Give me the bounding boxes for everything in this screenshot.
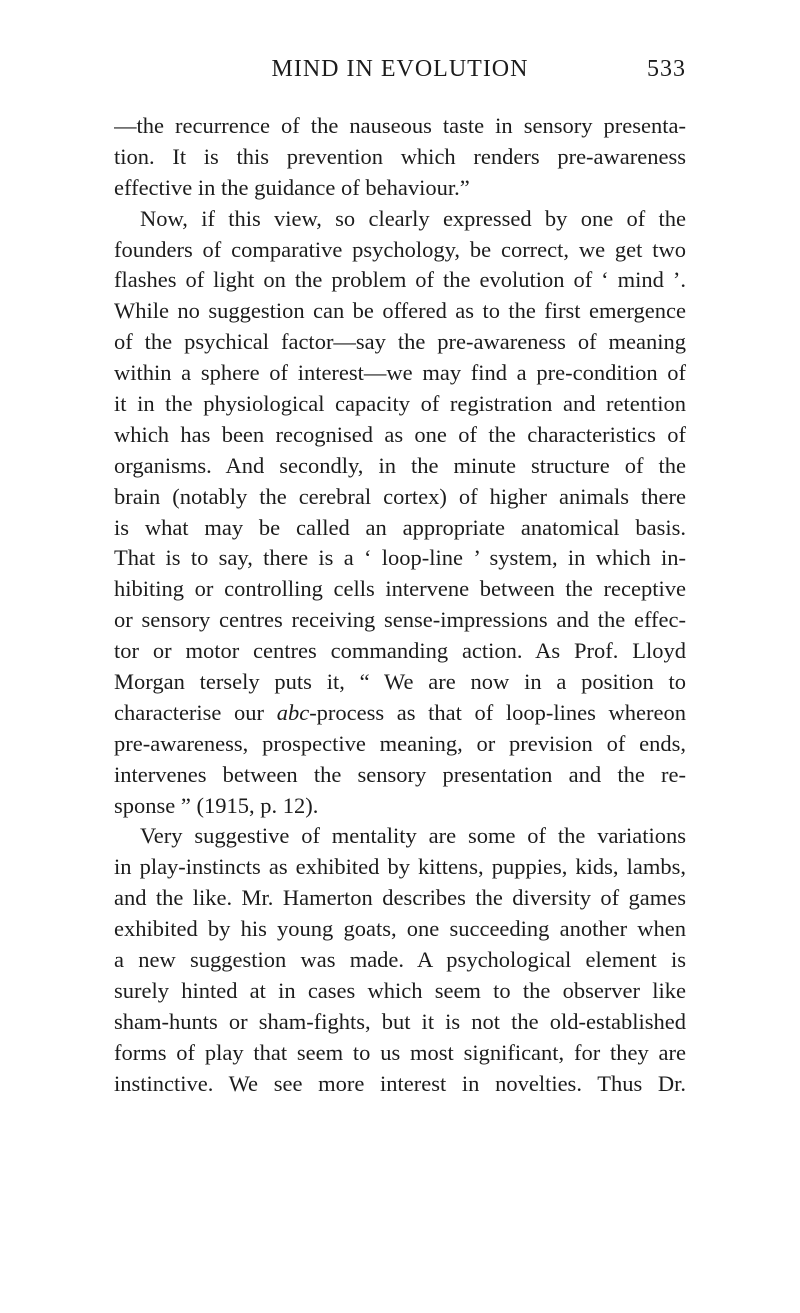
text-line: which has been recognised as one of the characteristics of bbox=[114, 421, 686, 447]
text-line: characterise our abc-process as that of loop-lines whereon bbox=[114, 699, 686, 725]
text-line: a new suggestion was made. A psychological element is bbox=[114, 947, 686, 973]
text-line: it in the physiological capacity of registration and retention bbox=[114, 391, 686, 417]
page-number: 533 bbox=[647, 56, 686, 82]
text-line: exhibited by his young goats, one succeeding another when bbox=[114, 916, 686, 942]
text-line: organisms. And secondly, in the minute structure of the bbox=[114, 452, 686, 478]
text-line: effective in the guidance of behaviour.” bbox=[114, 174, 470, 200]
text-line: instinctive. We see more interest in novelties. Thus Dr. bbox=[114, 1070, 686, 1096]
text-line: or sensory centres receiving sense-impressions and the effec- bbox=[114, 607, 686, 633]
text-line: founders of comparative psychology, be correct, we get two bbox=[114, 236, 686, 262]
text-line: Morgan tersely puts it, “ We are now in a position to bbox=[114, 669, 686, 695]
text-line: in play-instincts as exhibited by kittens, puppies, kids, lambs, bbox=[114, 854, 686, 880]
text-line: hibiting or controlling cells intervene between the receptive bbox=[114, 576, 686, 602]
text-line: Very suggestive of mentality are some of the variations bbox=[140, 823, 686, 849]
text-line: tor or motor centres commanding action. As Prof. Lloyd bbox=[114, 638, 686, 664]
text-line: tion. It is this prevention which renders pre-awareness bbox=[114, 143, 686, 169]
text-line: sham-hunts or sham-fights, but it is not the old-established bbox=[114, 1008, 686, 1034]
text-line: and the like. Mr. Hamerton describes the diversity of games bbox=[114, 885, 686, 911]
text-line: sponse ” (1915, p. 12). bbox=[114, 792, 319, 818]
text-line: While no suggestion can be offered as to the first emergence bbox=[114, 298, 686, 324]
text-line: intervenes between the sensory presentation and the re- bbox=[114, 761, 686, 787]
body-text bbox=[114, 111, 686, 1100]
text-line: brain (notably the cerebral cortex) of higher animals there bbox=[114, 483, 686, 509]
text-line: is what may be called an appropriate anatomical basis. bbox=[114, 514, 686, 540]
running-header bbox=[114, 56, 686, 96]
text-line: —the recurrence of the nauseous taste in sensory presenta- bbox=[114, 113, 686, 138]
running-title: MIND IN EVOLUTION bbox=[271, 56, 529, 82]
text-line: surely hinted at in cases which seem to the observer like bbox=[114, 977, 686, 1003]
text-line: of the psychical factor—say the pre-awareness of meaning bbox=[114, 329, 686, 355]
text-line: forms of play that seem to us most significant, for they are bbox=[114, 1039, 686, 1065]
text-line: That is to say, there is a ‘ loop-line ’ system, in which in- bbox=[114, 545, 686, 571]
text-line: within a sphere of interest—we may find a pre-condition of bbox=[114, 360, 686, 386]
text-line: Now, if this view, so clearly expressed by one of the bbox=[140, 205, 686, 231]
text-line: pre-awareness, prospective meaning, or prevision of ends, bbox=[114, 730, 686, 756]
text-line: flashes of light on the problem of the evolution of ‘ mind ’. bbox=[114, 267, 686, 293]
